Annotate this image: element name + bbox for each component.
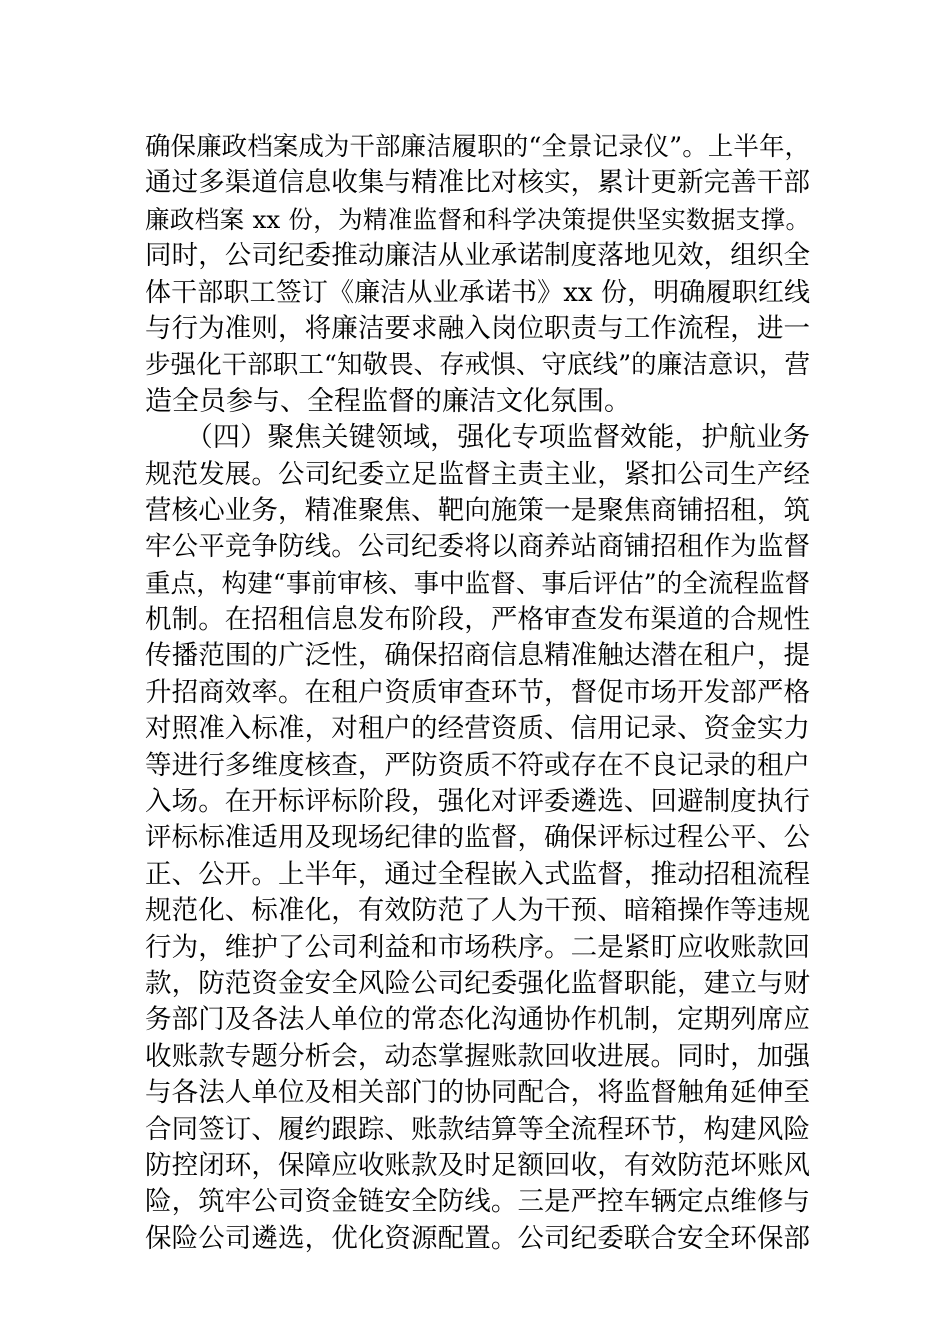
- text-line: 与行为准则，将廉洁要求融入岗位职责与工作流程，进一: [145, 312, 810, 344]
- text-line: 对照准入标准，对租户的经营资质、信用记录、资金实力: [145, 713, 810, 745]
- text-line: 步强化干部职工“知敬畏、存戒惧、守底线”的廉洁意识，营: [145, 350, 810, 381]
- text-line: 牢公平竞争防线。公司纪委将以商养站商铺招租作为监督: [145, 531, 810, 563]
- section-heading-line: （四）聚焦关键领域，强化专项监督效能，护航业务: [145, 422, 810, 454]
- text-line: 规范化、标准化，有效防范了人为干预、暗箱操作等违规: [145, 895, 810, 927]
- text-line: 合同签订、履约跟踪、账款结算等全流程环节，构建风险: [145, 1113, 810, 1145]
- text-line: 规范发展。公司纪委立足监督主责主业，紧扣公司生产经: [145, 458, 810, 490]
- text-line: 通过多渠道信息收集与精准比对核实，累计更新完善干部: [145, 167, 810, 199]
- text-line: 务部门及各法人单位的常态化沟通协作机制，定期列席应: [145, 1004, 810, 1036]
- text-line: 体干部职工签订《廉洁从业承诺书》xx 份，明确履职红线: [145, 277, 810, 308]
- text-line: 险，筑牢公司资金链安全防线。三是严控车辆定点维修与: [145, 1186, 810, 1218]
- text-line: 同时，公司纪委推动廉洁从业承诺制度落地见效，组织全: [145, 240, 810, 272]
- text-line: 重点，构建“事前审核、事中监督、事后评估”的全流程监督: [145, 568, 810, 599]
- text-line: 廉政档案 xx 份，为精准监督和科学决策提供坚实数据支撑。: [145, 204, 810, 234]
- text-line: 正、公开。上半年，通过全程嵌入式监督，推动招租流程: [145, 858, 810, 890]
- text-line: 防控闭环，保障应收账款及时足额回收，有效防范坏账风: [145, 1149, 810, 1181]
- text-line: 与各法人单位及相关部门的协同配合，将监督触角延伸至: [145, 1077, 810, 1109]
- text-line: 机制。在招租信息发布阶段，严格审查发布渠道的合规性: [145, 604, 810, 636]
- text-line: 确保廉政档案成为干部廉洁履职的“全景记录仪”。上半年，: [145, 132, 810, 162]
- text-line: 款，防范资金安全风险公司纪委强化监督职能，建立与财: [145, 967, 810, 999]
- text-line: 造全员参与、全程监督的廉洁文化氛围。: [145, 385, 631, 417]
- text-line: 升招商效率。在租户资质审查环节，督促市场开发部严格: [145, 676, 810, 708]
- text-line: 收账款专题分析会，动态掌握账款回收进展。同时，加强: [145, 1040, 810, 1072]
- text-line: 传播范围的广泛性，确保招商信息精准触达潜在租户，提: [145, 640, 810, 672]
- text-line: 保险公司遴选，优化资源配置。公司纪委联合安全环保部: [145, 1222, 810, 1254]
- text-line: 营核心业务，精准聚焦、靶向施策一是聚焦商铺招租，筑: [145, 494, 810, 526]
- text-line: 评标标准适用及现场纪律的监督，确保评标过程公平、公: [145, 822, 810, 854]
- body-text: [145, 129, 810, 1257]
- text-line: 等进行多维度核查，严防资质不符或存在不良记录的租户: [145, 749, 810, 781]
- text-line: 行为，维护了公司利益和市场秩序。二是紧盯应收账款回: [145, 931, 810, 963]
- text-line: 入场。在开标评标阶段，强化对评委遴选、回避制度执行: [145, 786, 810, 818]
